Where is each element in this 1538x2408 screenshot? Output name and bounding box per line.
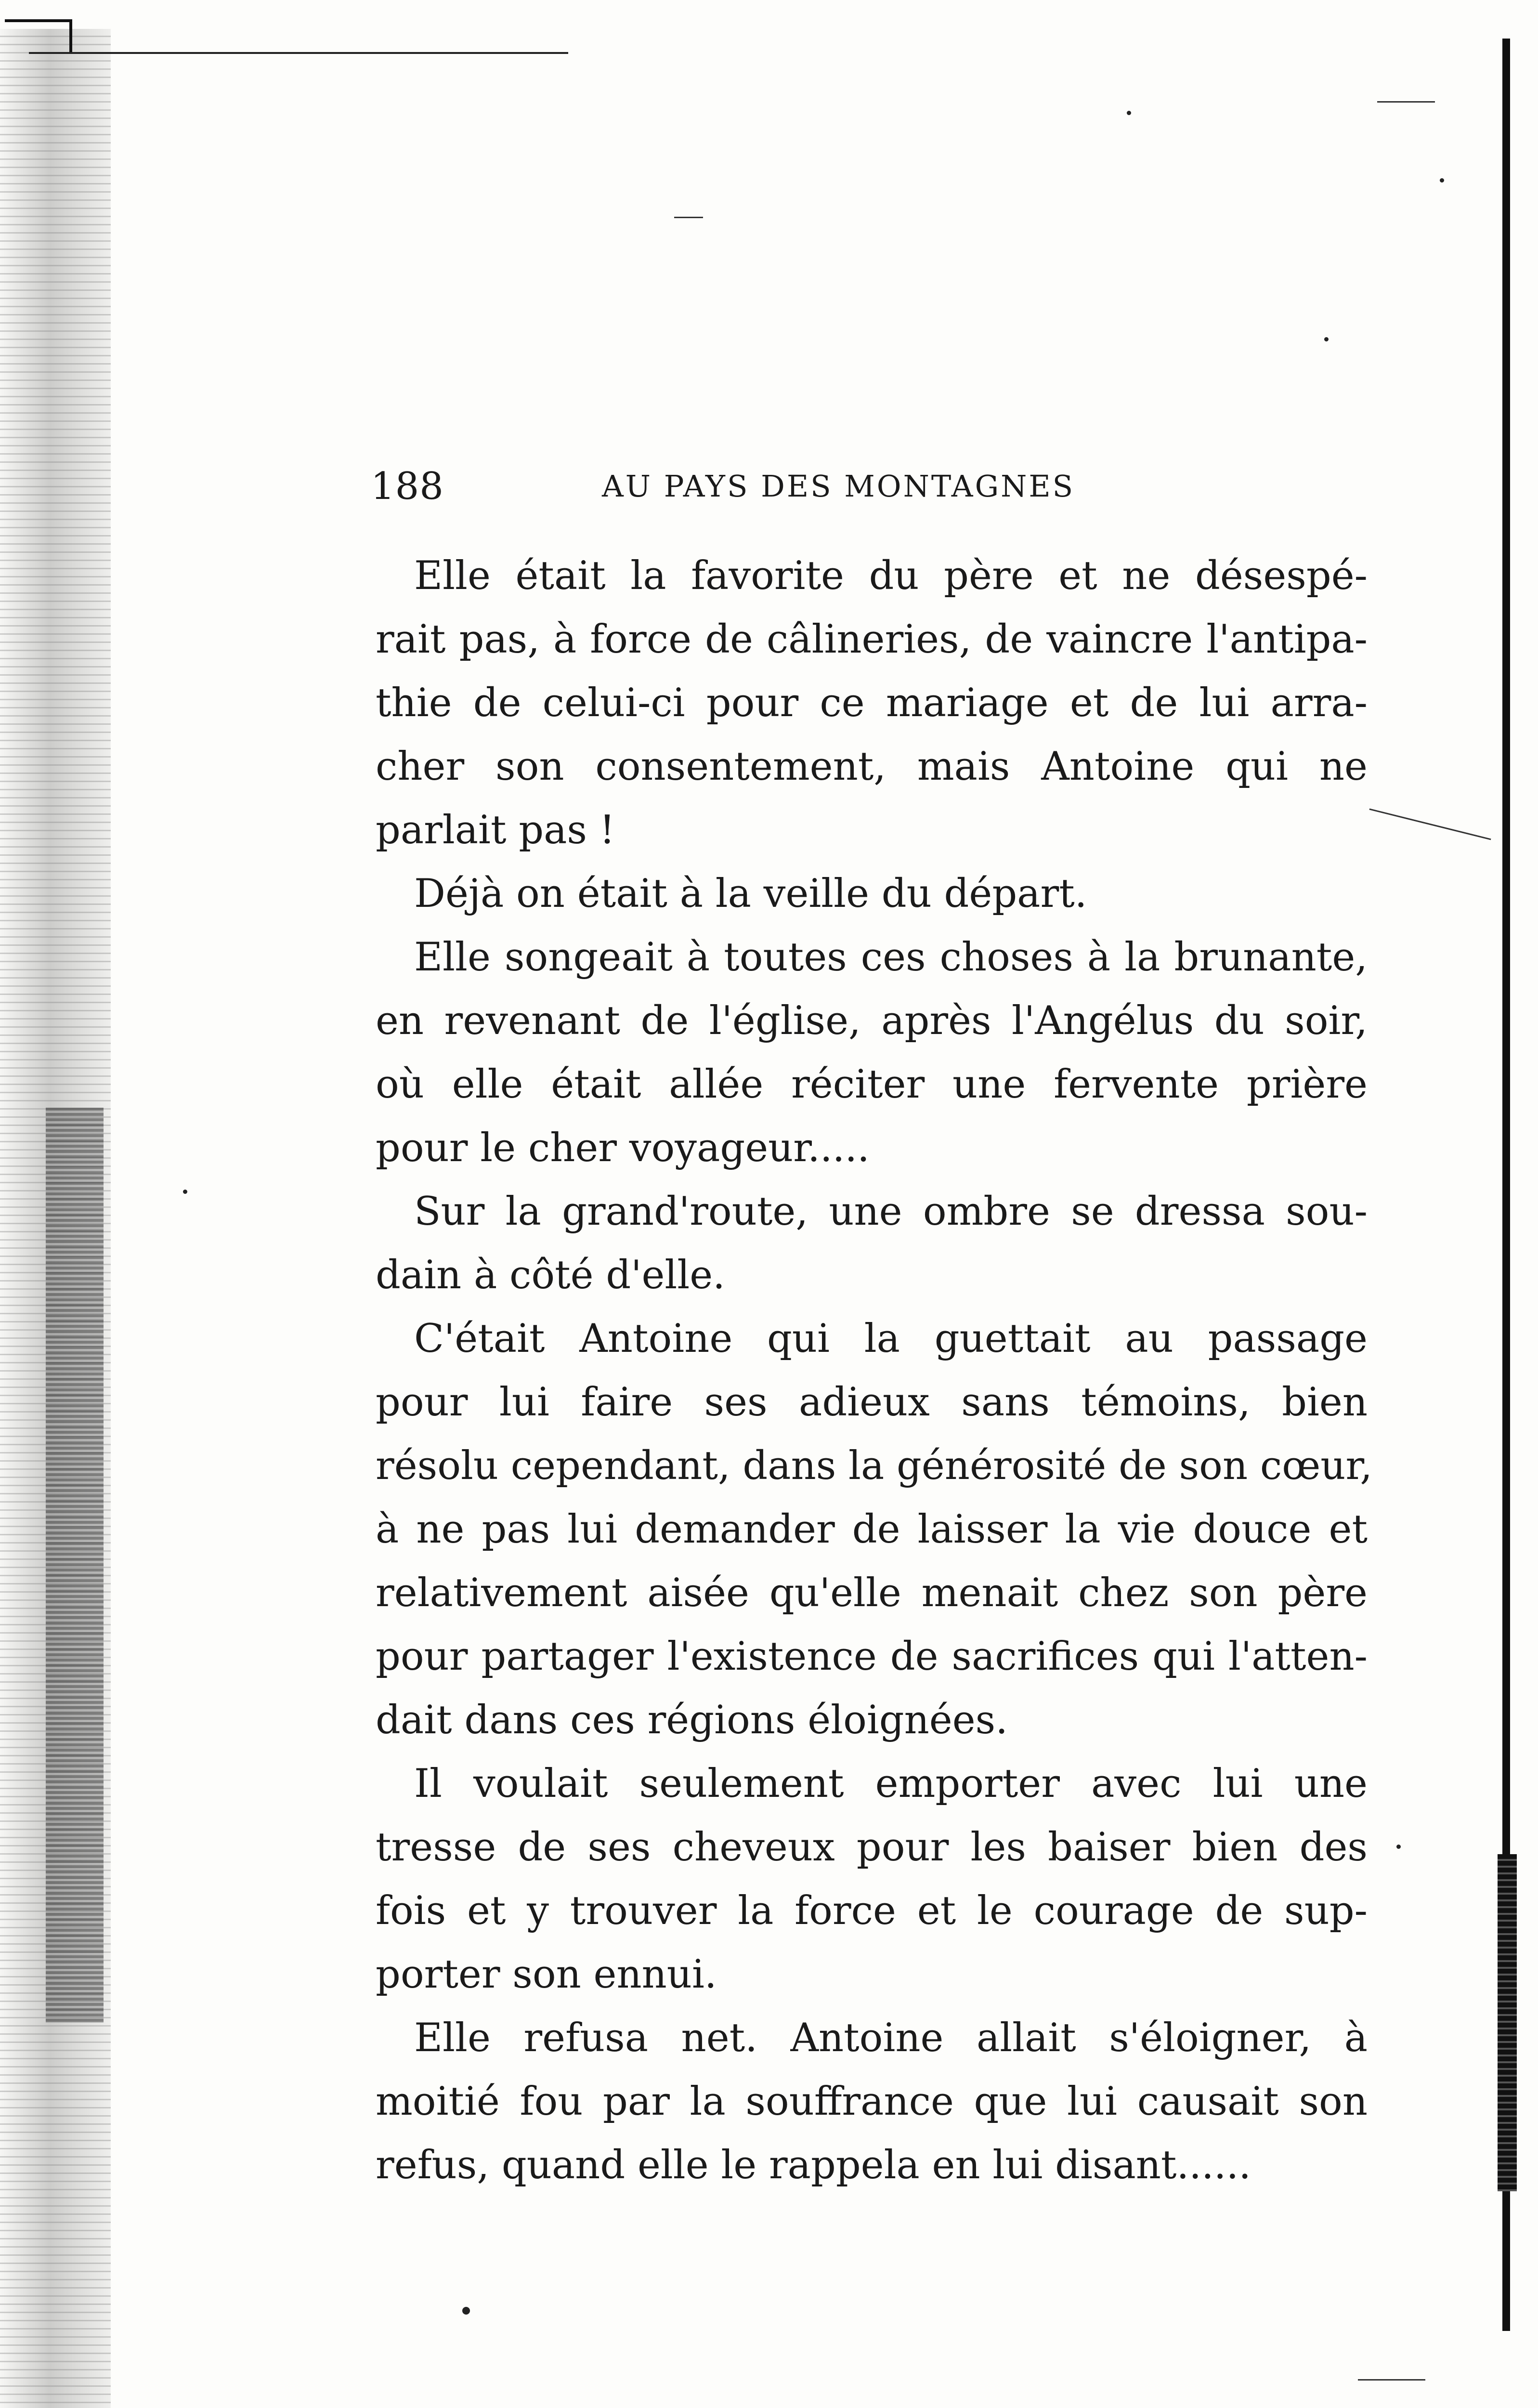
text-line: Sur la grand'route, une ombre se dressa sou- (414, 1189, 1368, 1234)
scan-speck (462, 2307, 470, 2315)
text-line: Il voulait seulement emporter avec lui une (414, 1761, 1368, 1806)
text-line: pour lui faire ses adieux sans témoins, bien (376, 1380, 1368, 1425)
scan-speck (1324, 337, 1329, 341)
text-line: porter son ennui. (376, 1952, 717, 1997)
text-line: relativement aisée qu'elle menait chez son père (376, 1570, 1368, 1616)
text-line: C'était Antoine qui la guettait au passage (414, 1316, 1368, 1361)
text-line: parlait pas ! (376, 808, 615, 853)
scan-dash (1377, 101, 1435, 103)
running-head (371, 460, 1170, 513)
text-line: à ne pas lui demander de laisser la vie douce et (376, 1507, 1368, 1552)
scan-corner-mark (5, 19, 72, 53)
text-line: fois et y trouver la force et le courage de sup- (376, 1888, 1368, 1934)
scan-dash (674, 217, 703, 218)
binding-shadow (46, 1108, 104, 2023)
scan-speck (1127, 111, 1131, 115)
text-line: cher son consentement, mais Antoine qui ne (376, 744, 1368, 789)
scan-speck (1396, 1845, 1401, 1849)
text-line: dain à côté d'elle. (376, 1253, 725, 1298)
text-line: thie de celui-ci pour ce mariage et de lui arra- (376, 681, 1368, 726)
scan-speck (1440, 178, 1444, 183)
scan-speck (183, 1190, 187, 1194)
body-text (376, 544, 1373, 2197)
text-line: Déjà on était à la veille du départ. (414, 871, 1087, 916)
scan-dash (1358, 2379, 1425, 2381)
text-line: résolu cependant, dans la générosité de son cœur, (376, 1443, 1373, 1489)
page-number: 188 (371, 465, 444, 508)
text-line: refus, quand elle le rappela en lui disant...... (376, 2143, 1251, 2188)
page-edge-shadow (1498, 1854, 1517, 2191)
text-line: Elle refusa net. Antoine allait s'éloigner, à (414, 2015, 1368, 2061)
text-line: en revenant de l'église, après l'Angélus du soir, (376, 998, 1368, 1044)
text-line: Elle était la favorite du père et ne désespé- (414, 553, 1368, 599)
text-line: rait pas, à force de câlineries, de vaincre l'antipa- (376, 617, 1368, 662)
text-line: pour le cher voyageur..... (376, 1125, 870, 1171)
scan-top-rule (29, 52, 568, 54)
text-line: pour partager l'existence de sacrifices qui l'atten- (376, 1634, 1368, 1679)
text-line: Elle songeait à toutes ces choses à la brunante, (414, 935, 1368, 980)
text-line: où elle était allée réciter une fervente prière (376, 1062, 1368, 1107)
text-line: dait dans ces régions éloignées. (376, 1698, 1008, 1743)
text-line: moitié fou par la souffrance que lui causait son (376, 2079, 1368, 2124)
text-line: tresse de ses cheveux pour les baiser bien des (376, 1825, 1368, 1870)
running-title: AU PAYS DES MONTAGNES (602, 469, 1075, 504)
